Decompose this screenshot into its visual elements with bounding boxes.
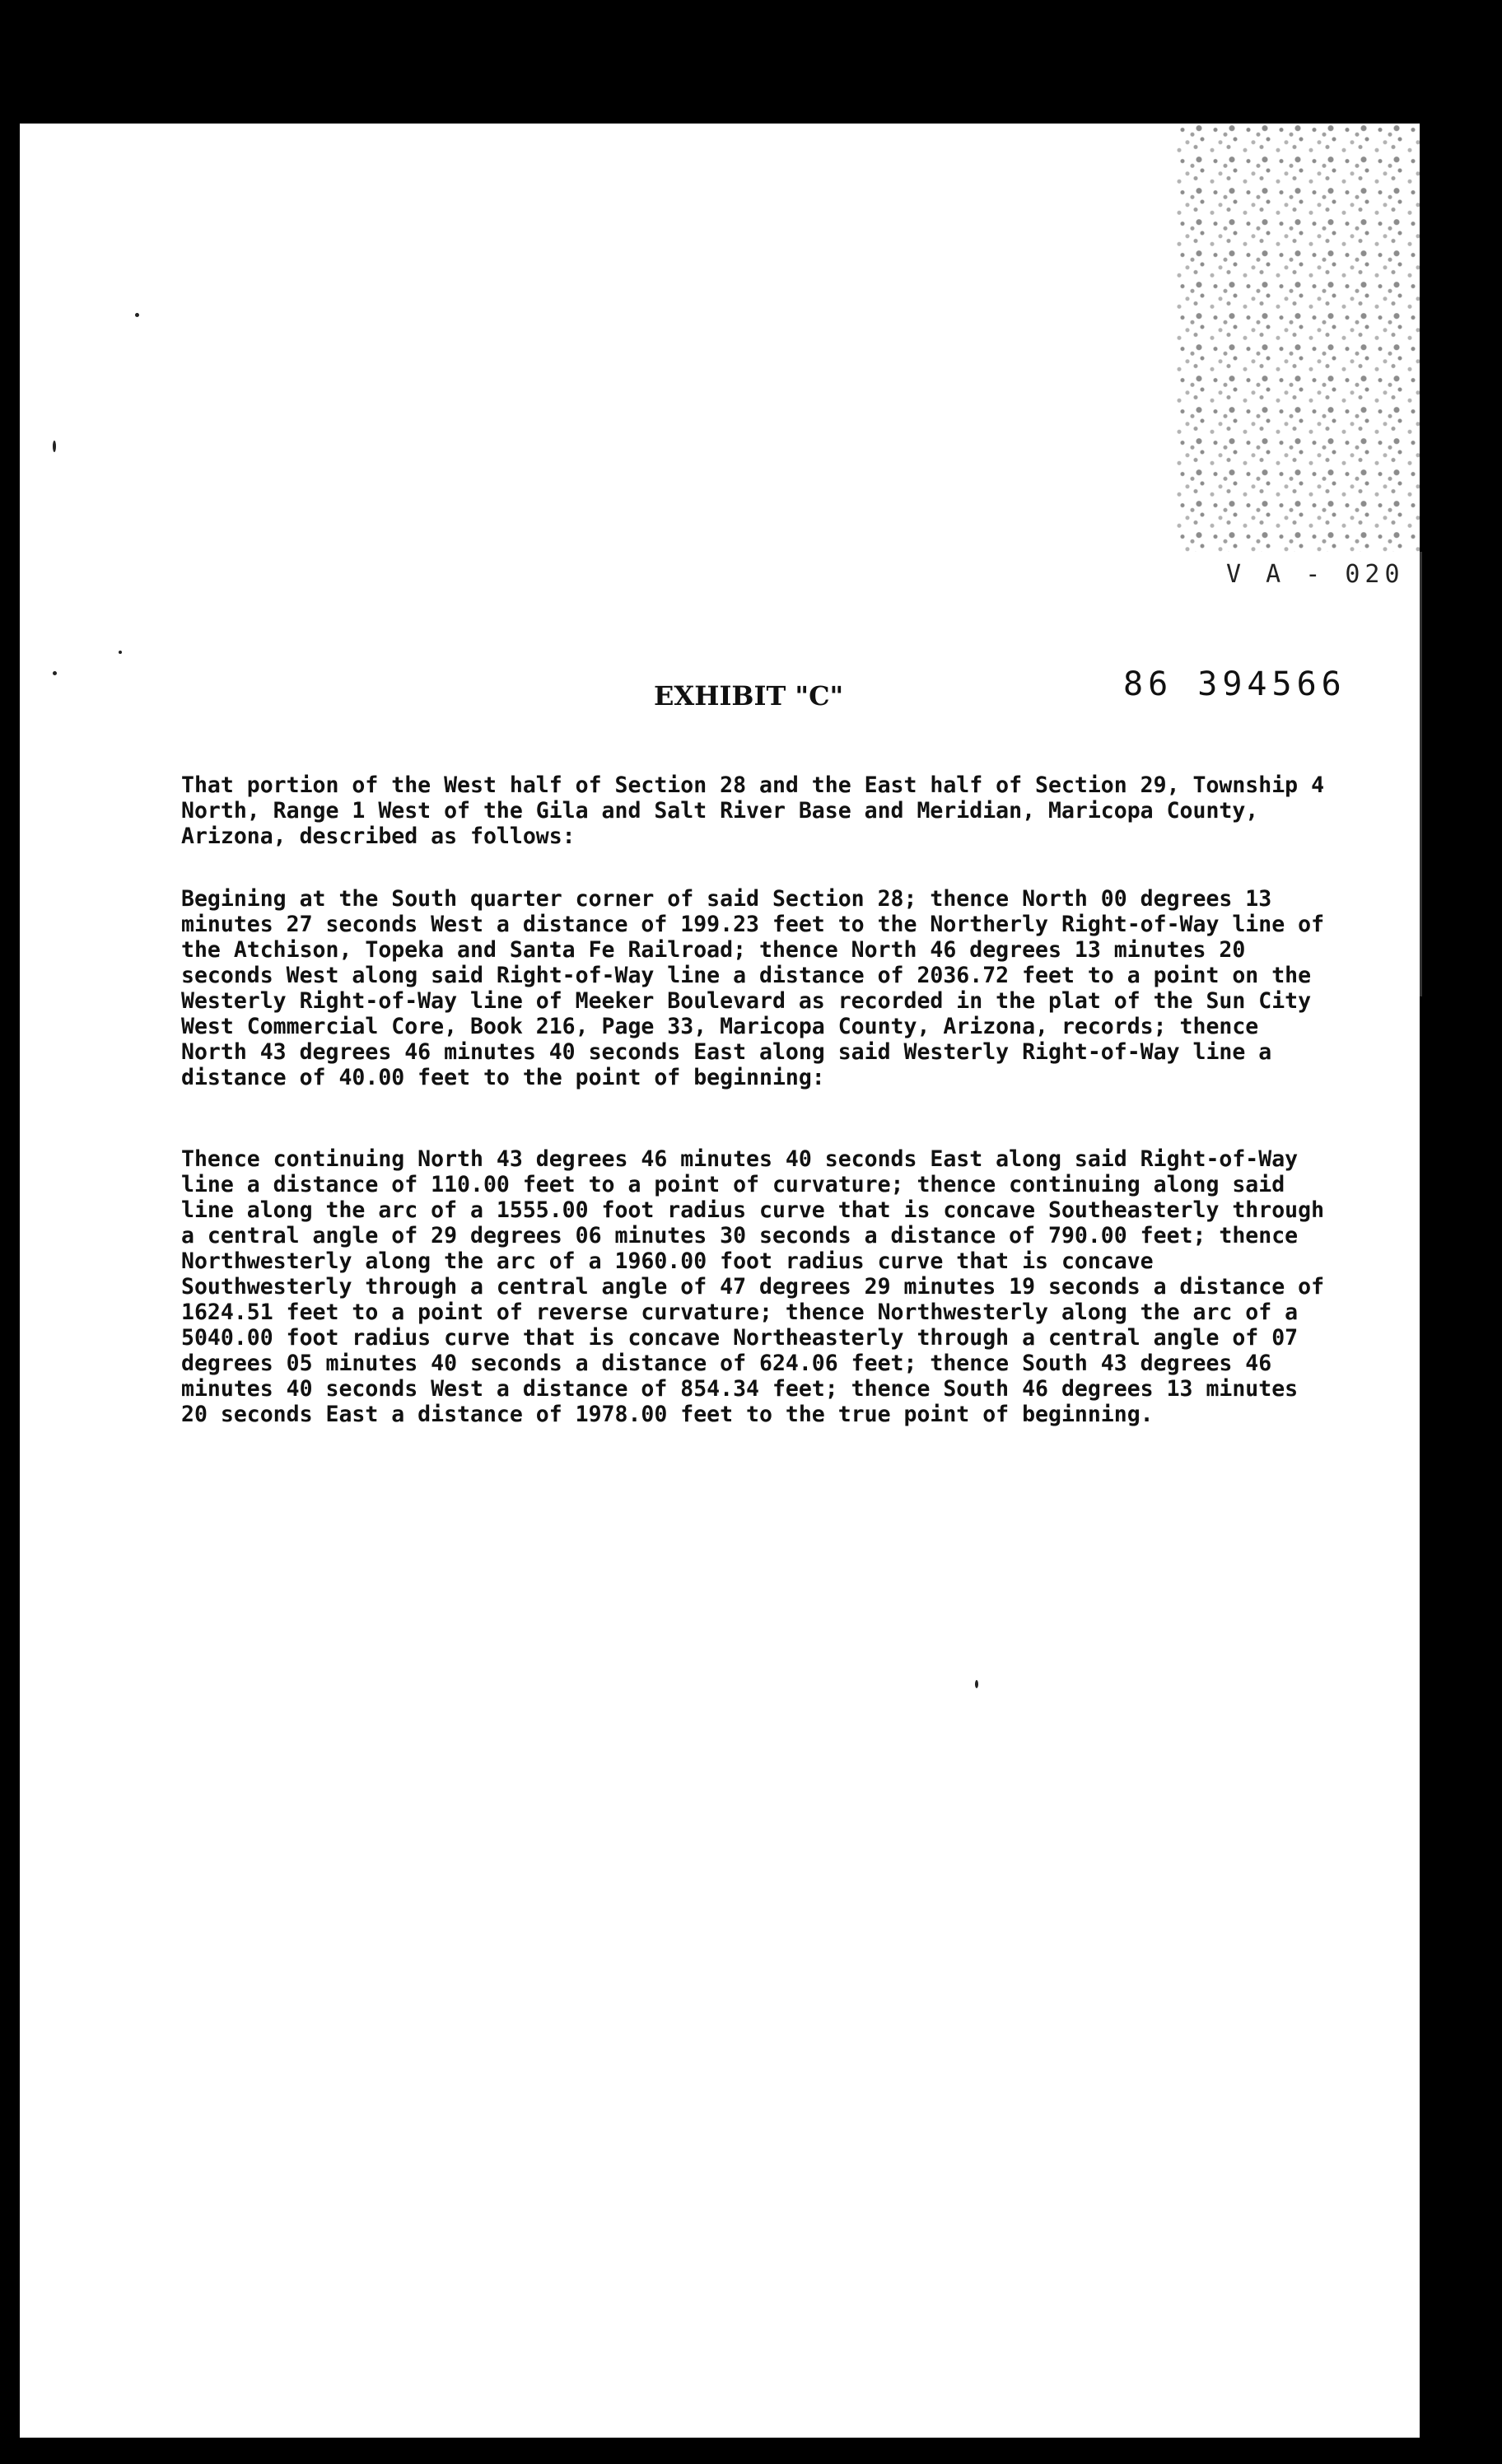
scan-speck: [135, 313, 139, 317]
margin-rule: [1420, 552, 1422, 996]
legal-description-intro: That portion of the West half of Section 28 and the East half of Section 29, Township 4 North, Range 1 West of the Gila and Salt River Base and Meridian, Maricopa County, Arizona, described as follows:: [181, 772, 1325, 849]
document-number: V A - 020: [1226, 560, 1405, 589]
scan-noise: [1173, 124, 1420, 552]
document-page: [20, 124, 1420, 2438]
scan-speck: [53, 671, 57, 675]
exhibit-title: EXHIBIT "C": [654, 680, 844, 712]
scan-speck: [975, 1680, 978, 1688]
legal-description-beginning: Begining at the South quarter corner of said Section 28; thence North 00 degrees 13 minutes 27 seconds West a distance of 199.23 feet to the Northerly Right-of-Way line of the Atchison, Topeka and Santa Fe Railroad; thence North 46 degrees 13 minutes 20 seconds West along said Right-of-Way line a distance of 2036.72 feet to a point on the Westerly Right-of-Way line of Meeker Boulevard as recorded in the plat of the Sun City West Commercial Core, Book 216, Page 33, Maricopa County, Arizona, records; thence North 43 degrees 46 minutes 40 seconds East along said Westerly Right-of-Way line a distance of 40.00 feet to the point of beginning:: [181, 886, 1325, 1090]
recording-number: 86 394566: [1123, 665, 1346, 703]
scan-speck: [119, 651, 122, 654]
scan-speck: [53, 441, 56, 452]
legal-description-boundary: Thence continuing North 43 degrees 46 minutes 40 seconds East along said Right-of-Way line a distance of 110.00 feet to a point of curvature; thence continuing along said line along the arc of a 1555.00 foot radius curve that is concave Southeasterly through a central angle of 29 degrees 06 minutes 30 seconds a distance of 790.00 feet; thence Northwesterly along the arc of a 1960.00 foot radius curve that is concave Southwesterly through a central angle of 47 degrees 29 minutes 19 seconds a distance of 1624.51 feet to a point of reverse curvature; thence Northwesterly along the arc of a 5040.00 foot radius curve that is concave Northeasterly through a central angle of 07 degrees 05 minutes 40 seconds a distance of 624.06 feet; thence South 43 degrees 46 minutes 40 seconds West a distance of 854.34 feet; thence South 46 degrees 13 minutes 20 seconds East a distance of 1978.00 feet to the true point of beginning.: [181, 1146, 1325, 1427]
